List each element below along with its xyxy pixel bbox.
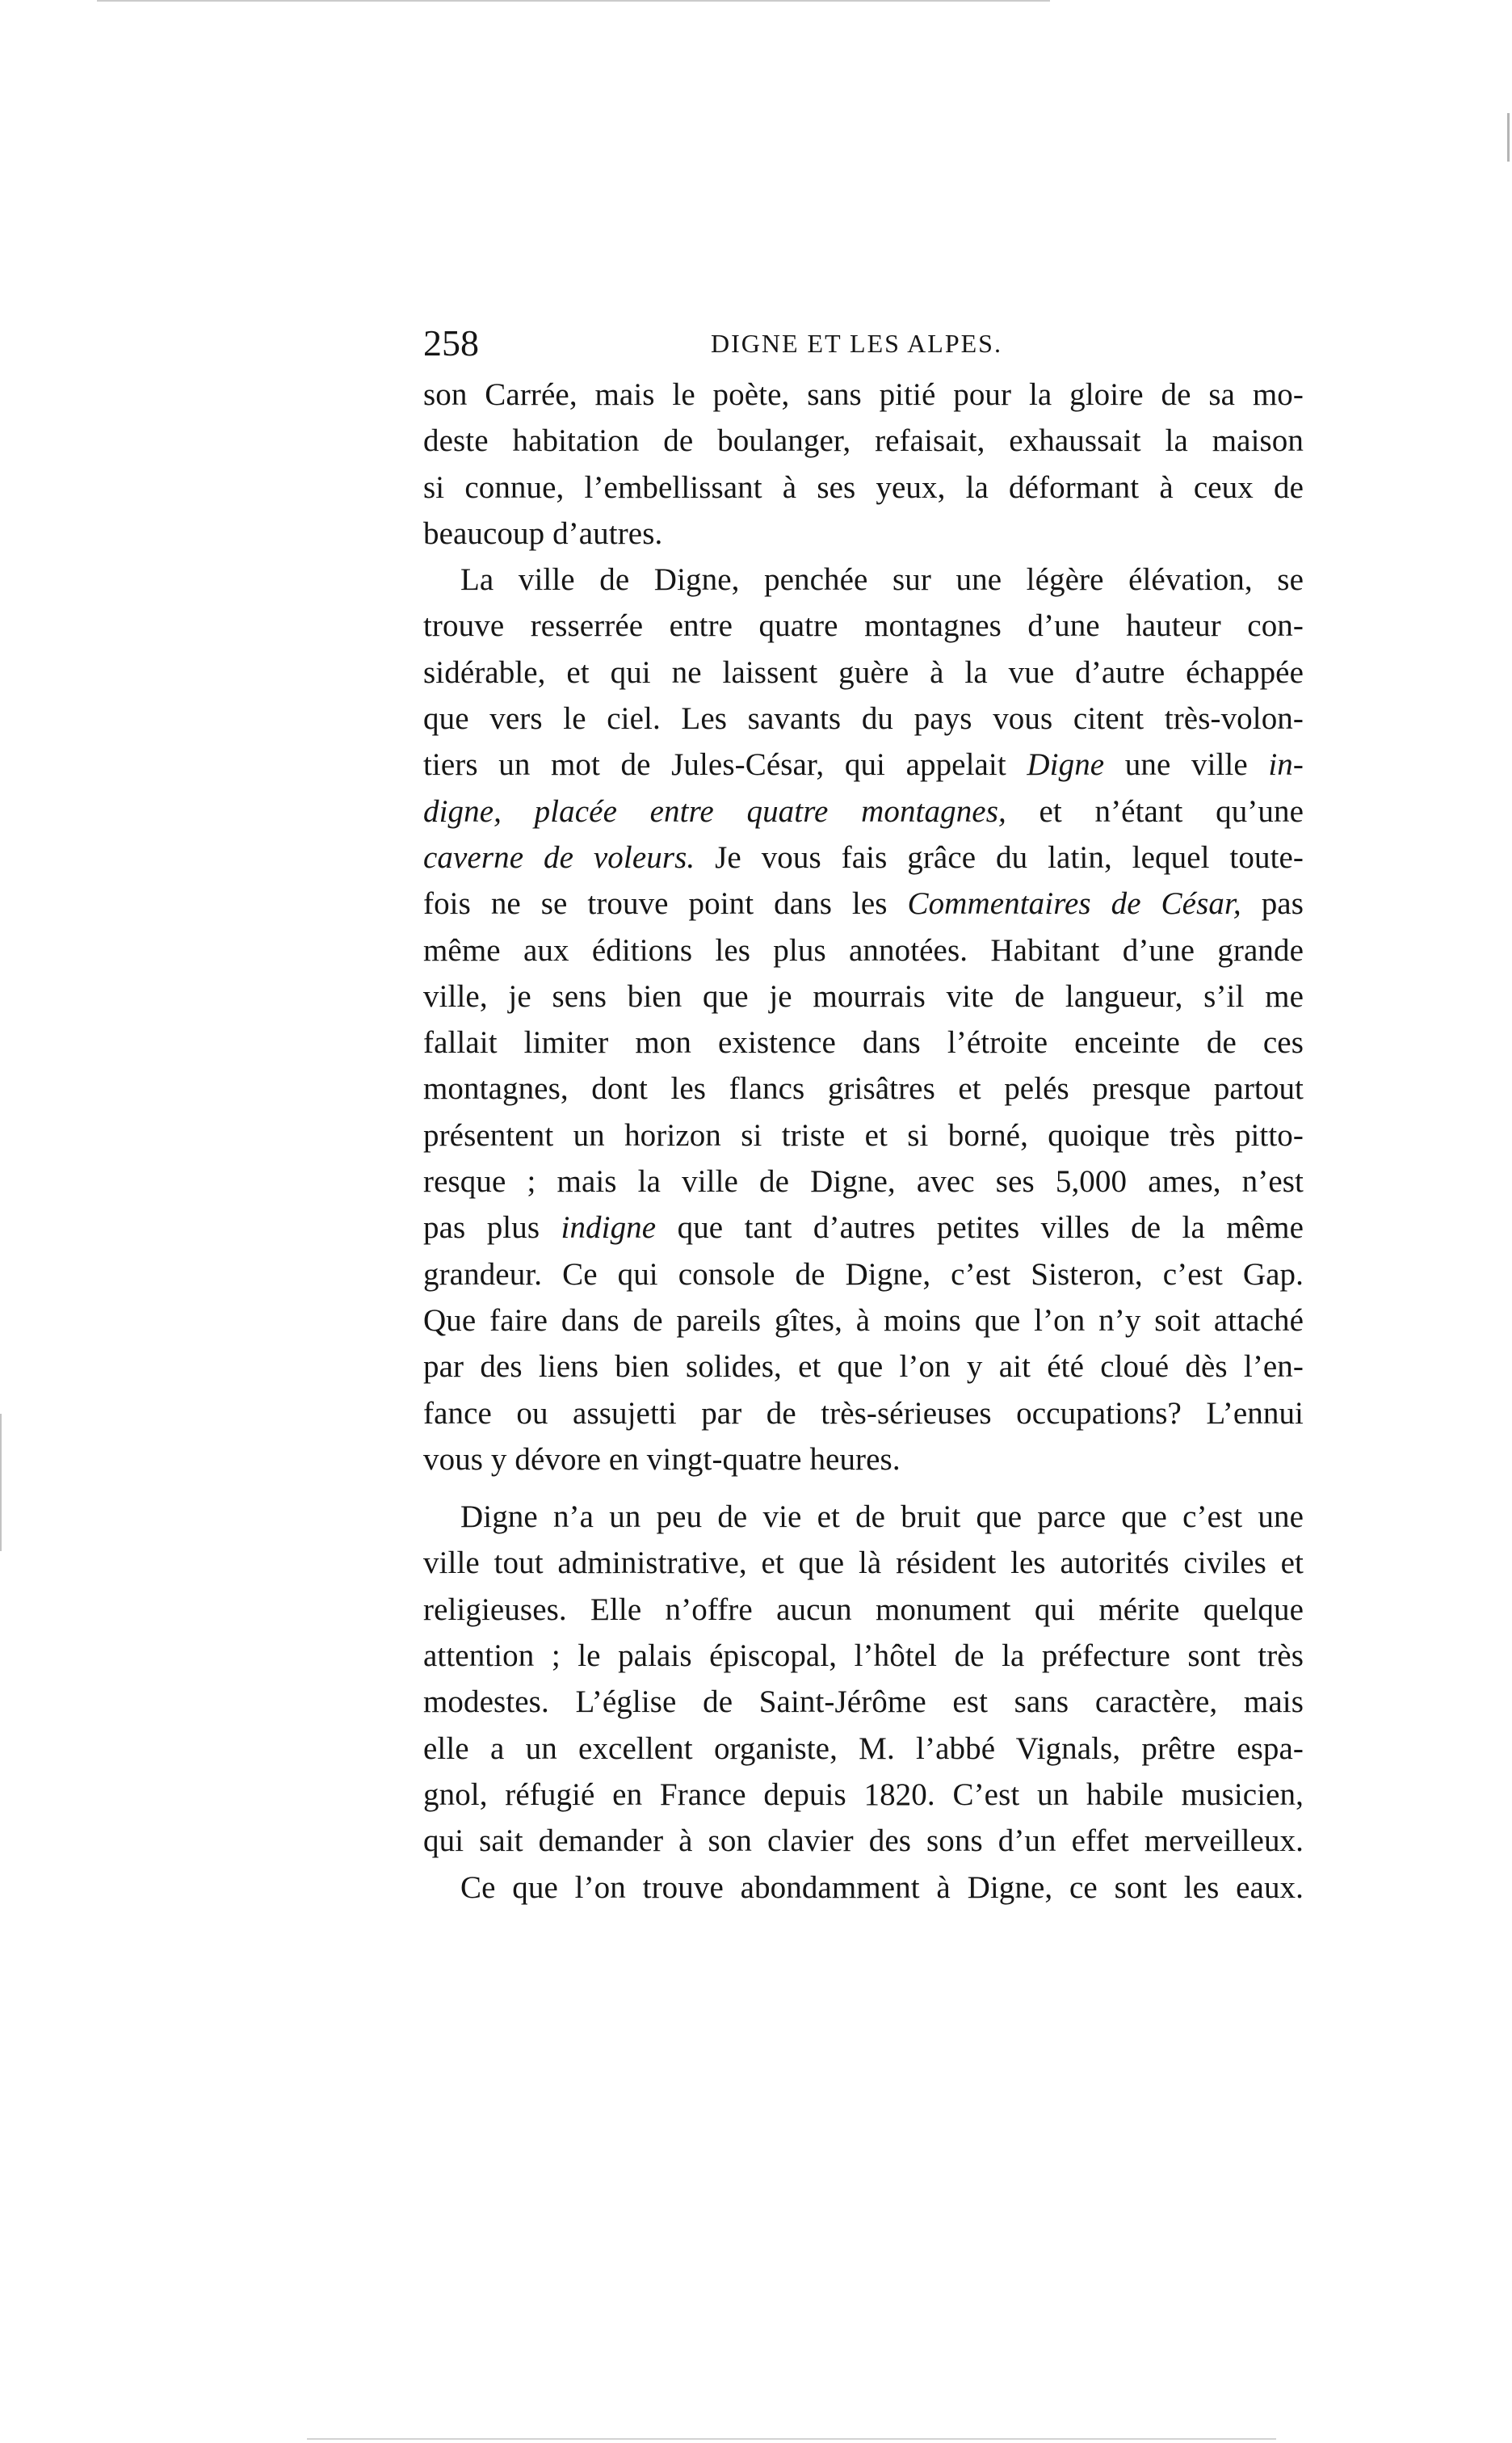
text-line: Que faire dans de pareils gîtes, à moins que l’on n’y soit attaché — [423, 1302, 1304, 1338]
text-line: gnol, réfugié en France depuis 1820. C’est un habile musicien, — [423, 1777, 1304, 1812]
text-line — [423, 742, 1304, 788]
text-run: tiers un mot de Jules-César, qui appelait — [423, 747, 1006, 783]
text-line: resque ; mais la ville de Digne, avec ses 5,000 ames, n’est — [423, 1164, 1304, 1200]
text-line: attention ; le palais épiscopal, l’hôtel de la préfecture sont très — [423, 1638, 1304, 1674]
text-line — [423, 1205, 1304, 1251]
text-line: La ville de Digne, penchée sur une légère élévation, se — [460, 562, 1304, 598]
text-line: fallait limiter mon existence dans l’étroite enceinte de ces — [423, 1025, 1304, 1061]
paragraph — [423, 557, 1304, 1482]
italic-run: caverne de voleurs. — [423, 839, 695, 875]
text-line: vous y dévore en vingt-quatre heures. — [423, 1441, 901, 1477]
text-line: elle a un excellent organiste, M. l’abbé Vignals, prêtre espa- — [423, 1730, 1304, 1766]
paragraph — [423, 1494, 1304, 1864]
text-line: qui sait demander à son clavier des sons d’un effet merveilleux. — [423, 1823, 1304, 1859]
text-run: et n’étant qu’une — [1039, 793, 1304, 829]
text-line: modestes. L’église de Saint-Jérôme est sans caractère, mais — [423, 1684, 1304, 1720]
page-body — [423, 372, 1304, 1911]
text-line: même aux éditions les plus annotées. Habitant d’une grande — [423, 932, 1304, 968]
text-line: Ce que l’on trouve abondamment à Digne, ce sont les eaux. — [460, 1869, 1304, 1905]
text-line: par des liens bien solides, et que l’on y ait été cloué dès l’en- — [423, 1349, 1304, 1385]
text-line: ville tout administrative, et que là résident les autorités civiles et — [423, 1545, 1304, 1581]
text-line — [423, 788, 1304, 835]
text-line: religieuses. Elle n’offre aucun monument qui mérite quelque — [423, 1592, 1304, 1627]
text-run: pas plus — [423, 1210, 540, 1246]
text-line: trouve resserrée entre quatre montagnes d’une hauteur con- — [423, 608, 1304, 644]
text-line: si connue, l’embellissant à ses yeux, la déformant à ceux de — [423, 469, 1304, 505]
text-line: deste habitation de boulanger, refaisait, exhaussait la maison — [423, 423, 1304, 459]
scan-edge-bottom — [307, 2438, 1276, 2440]
paragraph-gap — [423, 1482, 1304, 1494]
text-line: ville, je sens bien que je mourrais vite de langueur, s’il me — [423, 978, 1304, 1014]
text-line: fance ou assujetti par de très-sérieuses occupations? L’ennui — [423, 1395, 1304, 1431]
text-line: son Carrée, mais le poète, sans pitié pour la gloire de sa mo- — [423, 377, 1304, 412]
text-line: grandeur. Ce qui console de Digne, c’est Sisteron, c’est Gap. — [423, 1256, 1304, 1292]
text-line: que vers le ciel. Les savants du pays vous citent très-volon- — [423, 701, 1304, 737]
text-run: que tant d’autres petites villes de la même — [677, 1210, 1304, 1246]
text-line — [423, 881, 1304, 927]
paragraph — [423, 1865, 1304, 1911]
text-line: beaucoup d’autres. — [423, 515, 663, 551]
running-head: DIGNE ET LES ALPES. — [711, 329, 1002, 358]
text-line: sidérable, et qui ne laissent guère à la vue d’autre échappée — [423, 654, 1304, 690]
text-run: Je vous fais grâce du latin, lequel toute- — [715, 839, 1304, 875]
text-line: présentent un horizon si triste et si borné, quoique très pitto- — [423, 1117, 1304, 1153]
text-run: fois ne se trouve point dans les — [423, 886, 888, 922]
scan-edge-left — [0, 1414, 2, 1551]
text-line — [423, 835, 1304, 881]
italic-run: digne, placée entre quatre montagnes, — [423, 793, 1006, 829]
scan-edge-top — [97, 0, 1050, 2]
italic-run: Digne — [1027, 747, 1105, 783]
italic-run: Commentaires de César, — [907, 886, 1241, 922]
italic-run: indigne — [561, 1210, 657, 1246]
text-line: montagnes, dont les flancs grisâtres et pelés presque partout — [423, 1071, 1304, 1107]
page-number: 258 — [423, 322, 479, 364]
text-line: Digne n’a un peu de vie et de bruit que parce que c’est une — [460, 1499, 1304, 1535]
page-header — [423, 319, 1304, 368]
text-run: une ville — [1124, 747, 1248, 783]
italic-run: in- — [1268, 747, 1304, 783]
text-run: pas — [1261, 886, 1304, 922]
scan-edge-right — [1507, 113, 1510, 162]
paragraph — [423, 372, 1304, 557]
